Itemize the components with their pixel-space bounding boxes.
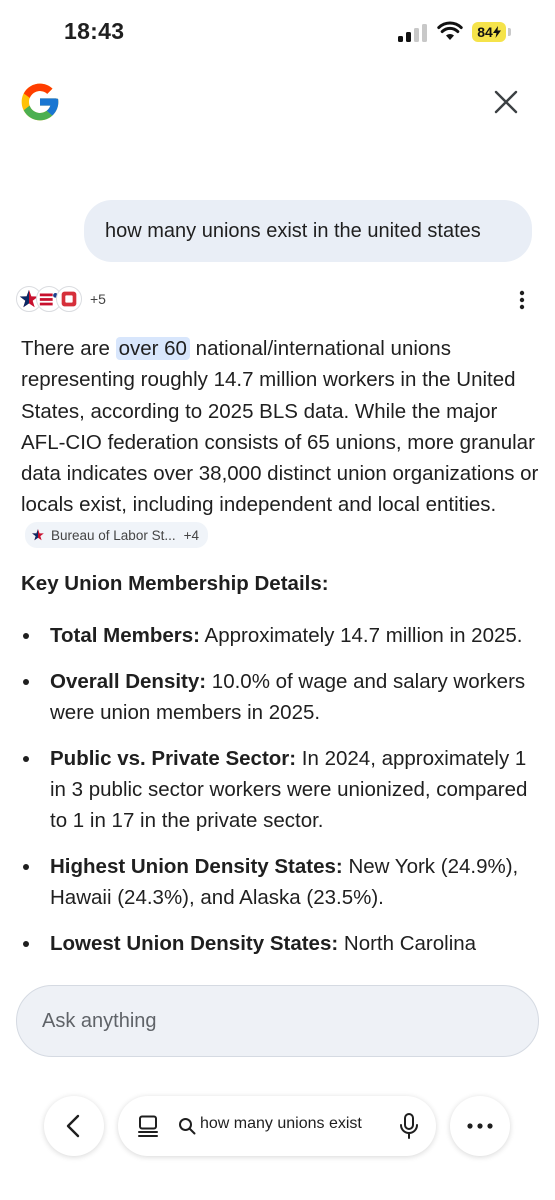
answer-text-start: There are [21,337,116,360]
battery-level: 84 [477,24,493,40]
google-logo [18,80,62,124]
address-bar-text[interactable]: how many unions exist [200,1115,362,1132]
section-heading: Key Union Membership Details: [21,572,329,595]
list-item-text: 10.0% of wage and salary workers were union members in 2025. [50,670,526,724]
citation-more: +4 [183,527,199,543]
cellular-signal-icon [398,24,428,42]
tabs-icon[interactable] [136,1114,160,1138]
list-item-label: Overall Density: [50,670,207,693]
more-horiz-icon [466,1122,494,1130]
battery-icon [472,22,506,42]
list-item-text: North Carolina [338,932,477,955]
source-red-logo-icon [56,286,82,312]
ask-input-placeholder: Ask anything [42,1009,157,1032]
mic-icon[interactable] [398,1112,420,1140]
citation-label: Bureau of Labor St... [51,527,176,543]
status-time: 18:43 [64,18,125,44]
search-icon [178,1117,196,1135]
user-query-bubble [84,200,532,262]
ask-input[interactable] [16,985,539,1057]
list-item-text: Approximately 14.7 million in 2025. [199,624,523,647]
close-button[interactable] [488,84,524,120]
sources-row[interactable] [16,284,106,314]
charging-bolt-icon [493,26,501,38]
back-button[interactable] [44,1096,104,1156]
citation-chip[interactable] [25,522,208,548]
list-item-text: New York (24.9%), Hawaii (24.3%), and Alaska (23.5%). [50,855,519,909]
close-icon [494,90,518,114]
sources-count: +5 [90,291,106,307]
more-options-button[interactable] [450,1096,510,1156]
list-item [21,928,541,959]
address-bar[interactable] [118,1096,436,1156]
user-query-text: how many unions exist in the united states [105,219,481,242]
answer-highlight[interactable]: over 60 [116,337,190,360]
list-item [21,851,541,913]
list-item [21,743,541,836]
list-item [21,620,541,651]
status-bar [0,0,555,64]
list-item-text: In 2024, approximately 1 in 3 public sector workers were unionized, compared to 1 in 17 in the private sector. [50,747,528,832]
list-item-label: Highest Union Density States: [50,855,343,878]
list-item-label: Public vs. Private Sector: [50,747,297,770]
more-vert-icon[interactable] [512,288,532,312]
answer-text-rest: national/international unions representing roughly 14.7 million workers in the United States, according to 2025 BLS data. While the major AFL-CIO federation consists of 65 unions, more granular data indicates over 38,000 distinct union organizations or locals exist, including independent and local entities. [21,337,539,517]
citation-source-icon [31,528,45,542]
list-item [21,666,541,728]
list-item-label: Total Members: [50,624,200,647]
wifi-icon [437,20,463,42]
ai-answer-paragraph [21,333,541,552]
details-list [21,620,541,974]
battery-cap [508,28,511,36]
back-icon [63,1113,85,1139]
list-item-label: Lowest Union Density States: [50,932,339,955]
